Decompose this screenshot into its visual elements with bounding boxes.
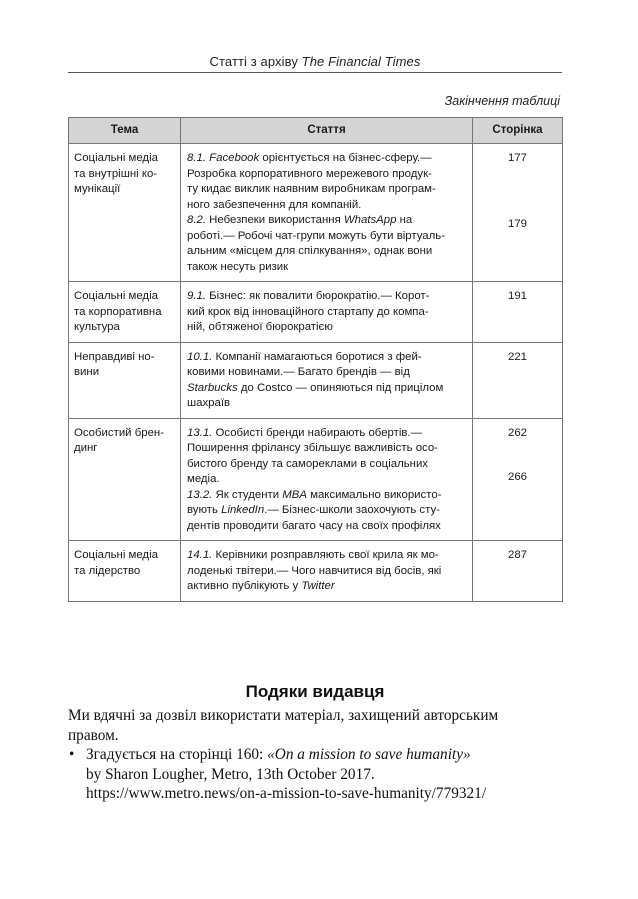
page-cell <box>473 418 563 541</box>
article-cell <box>181 541 473 602</box>
article-cell <box>181 418 473 541</box>
topic-line: культура <box>74 321 120 333</box>
topic-cell <box>69 282 181 343</box>
article-text: ковими новинами.— Багато брендів — від <box>187 366 410 378</box>
article-line <box>187 229 466 245</box>
topic-line: Соціальні медіа <box>74 152 158 164</box>
article-line <box>187 213 466 229</box>
topic-line: динг <box>74 442 98 454</box>
running-head <box>68 54 562 69</box>
article-line <box>187 548 466 564</box>
article-text: на <box>396 214 413 226</box>
article-emphasis: MBA <box>282 488 307 501</box>
article-text: Небезпеки використання <box>206 214 344 226</box>
table-row <box>69 144 563 282</box>
article-emphasis: 10.1. <box>187 350 213 363</box>
topic-line: Соціальні медіа <box>74 290 158 302</box>
table-continuation-note: Закінчення таблиці <box>444 94 560 108</box>
article-text: .— Бізнес-школи заохочують сту- <box>264 504 440 516</box>
page-number: 221 <box>507 350 527 363</box>
article-text: бистого бренду та самореклами в соціальних <box>187 457 428 470</box>
article-line <box>187 457 466 473</box>
article-line <box>187 151 466 167</box>
page-number: 191 <box>507 290 527 302</box>
article-text: максимально використо- <box>306 488 442 501</box>
article-emphasis: 14.1. <box>187 549 213 561</box>
article-line <box>187 289 466 305</box>
page-number: 287 <box>507 549 527 561</box>
article-emphasis: 13.2. <box>187 488 213 501</box>
article-emphasis: 8.1. <box>187 152 210 164</box>
page-cell <box>473 541 563 602</box>
table-row <box>69 418 563 541</box>
page-cell <box>473 342 563 418</box>
article-line <box>187 426 466 442</box>
topic-cell <box>69 418 181 541</box>
article-text: медіа. <box>187 473 220 485</box>
article-emphasis: 8.2. <box>187 214 206 226</box>
article-text: дентів проводити багато часу на своїх профілях <box>187 519 441 532</box>
acknowledgements-paragraph-line: правом. <box>68 726 119 744</box>
article-emphasis: WhatsApp <box>343 214 397 226</box>
article-text: ній, обтяженої бюрократією <box>187 321 333 333</box>
article-line <box>187 503 466 519</box>
article-line <box>187 441 466 457</box>
acknowledgements-body <box>68 706 568 804</box>
article-line <box>187 564 466 580</box>
article-emphasis: Twitter <box>301 580 335 592</box>
article-line <box>187 182 466 198</box>
article-line <box>187 350 466 366</box>
article-line <box>187 260 466 276</box>
article-text: лоденькі твітери.— Чого навчитися від босів, які <box>187 564 442 577</box>
article-text: орієнтується на бізнес-сферу.— <box>259 152 432 164</box>
page-cell <box>473 144 563 282</box>
article-emphasis: LinkedIn <box>221 504 265 516</box>
topic-cell <box>69 541 181 602</box>
article-cell <box>181 282 473 343</box>
topic-line: Особистий брен- <box>74 426 164 439</box>
bullet-icon: • <box>69 746 75 763</box>
article-text: альним «місцем для спілкування», однак вони <box>187 245 433 257</box>
article-text: до Costco — опиняються під прицілом <box>237 381 444 394</box>
article-line <box>187 198 466 214</box>
table-header-row <box>69 118 563 144</box>
article-emphasis: Facebook <box>209 152 260 164</box>
article-text: Розробка корпоративного мережевого продук- <box>187 167 432 180</box>
page-number: 266 <box>507 471 527 483</box>
topic-line: вини <box>74 366 100 378</box>
article-text: Як студенти <box>212 488 283 501</box>
bullet-line <box>86 745 568 765</box>
article-line <box>187 365 466 381</box>
article-cell <box>181 144 473 282</box>
article-text: Особисті бренди набирають обертів.— <box>212 426 422 439</box>
topic-line: та внутрішні ко- <box>74 167 158 180</box>
topic-line: та лідерство <box>74 564 141 577</box>
article-emphasis: 9.1. <box>187 290 206 302</box>
column-header-topic: Тема <box>69 118 181 144</box>
page-cell <box>473 282 563 343</box>
article-text: Керівники розправляють свої крила як мо- <box>212 549 439 561</box>
page-number: 177 <box>507 152 527 164</box>
article-line <box>187 396 466 412</box>
article-line <box>187 579 466 595</box>
articles-table <box>68 117 563 602</box>
table-row <box>69 342 563 418</box>
acknowledgements-paragraph-line: Ми вдячні за дозвіл використати матеріал, захищений авторським <box>68 707 499 724</box>
topic-line: мунікації <box>74 183 121 195</box>
topic-cell <box>69 342 181 418</box>
acknowledgements-bullet-item <box>68 745 568 804</box>
bullet-line: by Sharon Lougher, Metro, 13th October 2017. <box>86 765 375 783</box>
running-head-text: Статті з архіву <box>209 54 302 69</box>
article-text: Компанії намагаються боротися з фей- <box>212 350 422 363</box>
article-text: ного забезпечення для компаній. <box>187 198 362 211</box>
table-row <box>69 282 563 343</box>
article-text: шахраїв <box>187 397 231 409</box>
page-number: 262 <box>507 426 527 439</box>
article-emphasis: Starbucks <box>187 381 238 394</box>
topic-line: Соціальні медіа <box>74 549 158 561</box>
topic-line: та корпоративна <box>74 305 162 318</box>
article-line <box>187 472 466 488</box>
header-rule <box>68 72 562 73</box>
article-line <box>187 381 466 397</box>
bullet-url: https://www.metro.news/on-a-mission-to-save-humanity/779321/ <box>86 785 487 802</box>
article-text: Бізнес: як повалити бюрократію.— Корот- <box>206 290 430 302</box>
article-cell <box>181 342 473 418</box>
running-head-source: The Financial Times <box>301 54 421 69</box>
article-line <box>187 488 466 504</box>
bullet-text: Згадується на сторінці 160: <box>86 746 268 763</box>
column-header-article: Стаття <box>181 118 473 144</box>
acknowledgements-title: Подяки видавця <box>245 682 385 701</box>
column-header-page: Сторінка <box>473 118 563 144</box>
article-emphasis: 13.1. <box>187 426 213 439</box>
article-text: вують <box>187 504 222 516</box>
article-text: роботі.— Робочі чат-групи можуть бути віртуаль- <box>187 229 445 242</box>
article-line <box>187 519 466 535</box>
article-line <box>187 320 466 336</box>
bullet-article-title: «On a mission to save humanity» <box>267 746 471 763</box>
article-text: активно публікують у <box>187 580 302 592</box>
article-text: ту кидає виклик наявним виробникам програм- <box>187 183 436 195</box>
article-text: Поширення фрілансу збільшує важливість осо- <box>187 442 438 454</box>
article-text: кий крок від інноваційного стартапу до компа- <box>187 305 429 318</box>
article-line <box>187 305 466 321</box>
page-number: 179 <box>507 217 527 230</box>
topic-line: Неправдиві но- <box>74 350 155 363</box>
article-line <box>187 167 466 183</box>
topic-cell <box>69 144 181 282</box>
article-line <box>187 244 466 260</box>
table-row <box>69 541 563 602</box>
article-text: також несуть ризик <box>187 260 289 273</box>
